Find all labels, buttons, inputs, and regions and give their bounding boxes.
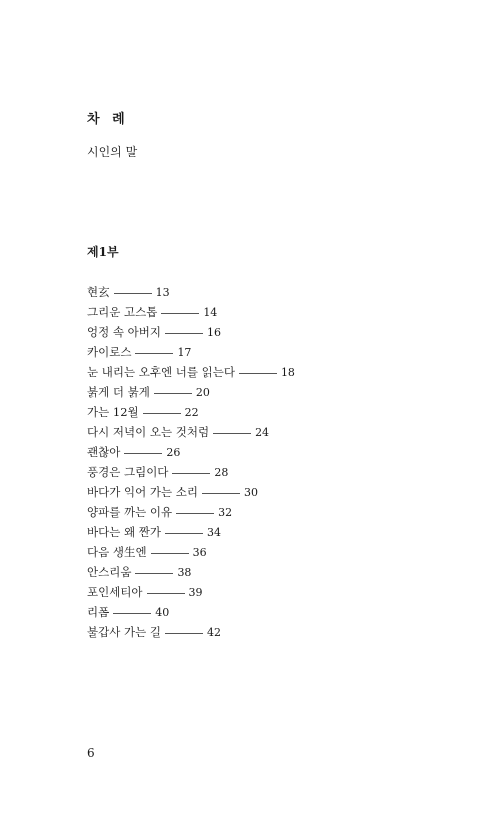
toc-entry (87, 322, 387, 342)
toc-title: 엉정 속 아버지 (87, 325, 161, 339)
toc-page: 13 (155, 285, 170, 299)
leader-line (161, 313, 199, 314)
leader-line (151, 553, 189, 554)
toc-entry (87, 502, 387, 522)
toc-page: 36 (192, 545, 207, 559)
toc-entry (87, 622, 387, 642)
leader-line (147, 593, 185, 594)
toc-heading: 차 례 (87, 112, 129, 127)
toc-entry (87, 542, 387, 562)
toc-page: 34 (206, 525, 221, 539)
toc-title: 다시 저녁이 오는 것처럼 (87, 425, 210, 439)
toc-title: 괜찮아 (87, 445, 121, 459)
toc-page: 14 (203, 305, 218, 319)
toc-page: 16 (206, 325, 221, 339)
leader-line (172, 473, 210, 474)
leader-line (135, 573, 173, 574)
toc-title: 포인세티아 (87, 585, 143, 599)
toc-entry (87, 442, 387, 462)
toc-entry (87, 482, 387, 502)
toc-page: 30 (243, 485, 258, 499)
toc-page: 38 (177, 565, 192, 579)
toc-title: 양파를 까는 이유 (87, 505, 173, 519)
leader-line (154, 393, 192, 394)
toc-title: 풍경은 그림이다 (87, 465, 169, 479)
toc-page: 17 (177, 345, 192, 359)
toc-entry (87, 342, 387, 362)
toc-page: 39 (188, 585, 203, 599)
toc-page: 40 (155, 605, 170, 619)
leader-line (202, 493, 240, 494)
toc-title: 다음 생生엔 (87, 545, 147, 559)
toc-entry (87, 562, 387, 582)
toc-entry (87, 282, 387, 302)
toc-entry (87, 302, 387, 322)
toc-entry (87, 402, 387, 422)
page-number: 6 (87, 746, 95, 760)
toc-title: 바다가 익어 가는 소리 (87, 485, 198, 499)
toc-title: 리폼 (87, 605, 110, 619)
toc-page: 26 (166, 445, 181, 459)
leader-line (165, 533, 203, 534)
toc-page: 32 (218, 505, 233, 519)
toc-page: 20 (195, 385, 210, 399)
toc-page: 18 (280, 365, 295, 379)
toc-entry (87, 582, 387, 602)
toc-entry (87, 602, 387, 622)
toc-title: 붉게 더 붉게 (87, 385, 150, 399)
toc-title: 바다는 왜 짠가 (87, 525, 161, 539)
toc-page: 24 (255, 425, 270, 439)
leader-line (239, 373, 277, 374)
leader-line (135, 353, 173, 354)
toc-entry (87, 382, 387, 402)
leader-line (124, 453, 162, 454)
toc-title: 카이로스 (87, 345, 132, 359)
toc-entry (87, 522, 387, 542)
leader-line (213, 433, 251, 434)
toc-title: 가는 12월 (87, 405, 139, 419)
toc-entry (87, 422, 387, 442)
leader-line (165, 333, 203, 334)
part-heading: 제1부 (87, 245, 119, 259)
preface-entry: 시인의 말 (87, 145, 138, 159)
toc-page: 22 (184, 405, 199, 419)
toc-title: 안스리움 (87, 565, 132, 579)
toc-title: 그리운 고스톱 (87, 305, 158, 319)
leader-line (114, 293, 152, 294)
toc-title: 현玄 (87, 285, 110, 299)
leader-line (113, 613, 151, 614)
toc-page: 28 (214, 465, 229, 479)
toc-title: 눈 내리는 오후엔 너를 읽는다 (87, 365, 235, 379)
toc-list (87, 282, 387, 642)
toc-page: 42 (206, 625, 221, 639)
toc-entry (87, 462, 387, 482)
toc-entry (87, 362, 387, 382)
toc-title: 불갑사 가는 길 (87, 625, 161, 639)
leader-line (143, 413, 181, 414)
leader-line (165, 633, 203, 634)
leader-line (176, 513, 214, 514)
